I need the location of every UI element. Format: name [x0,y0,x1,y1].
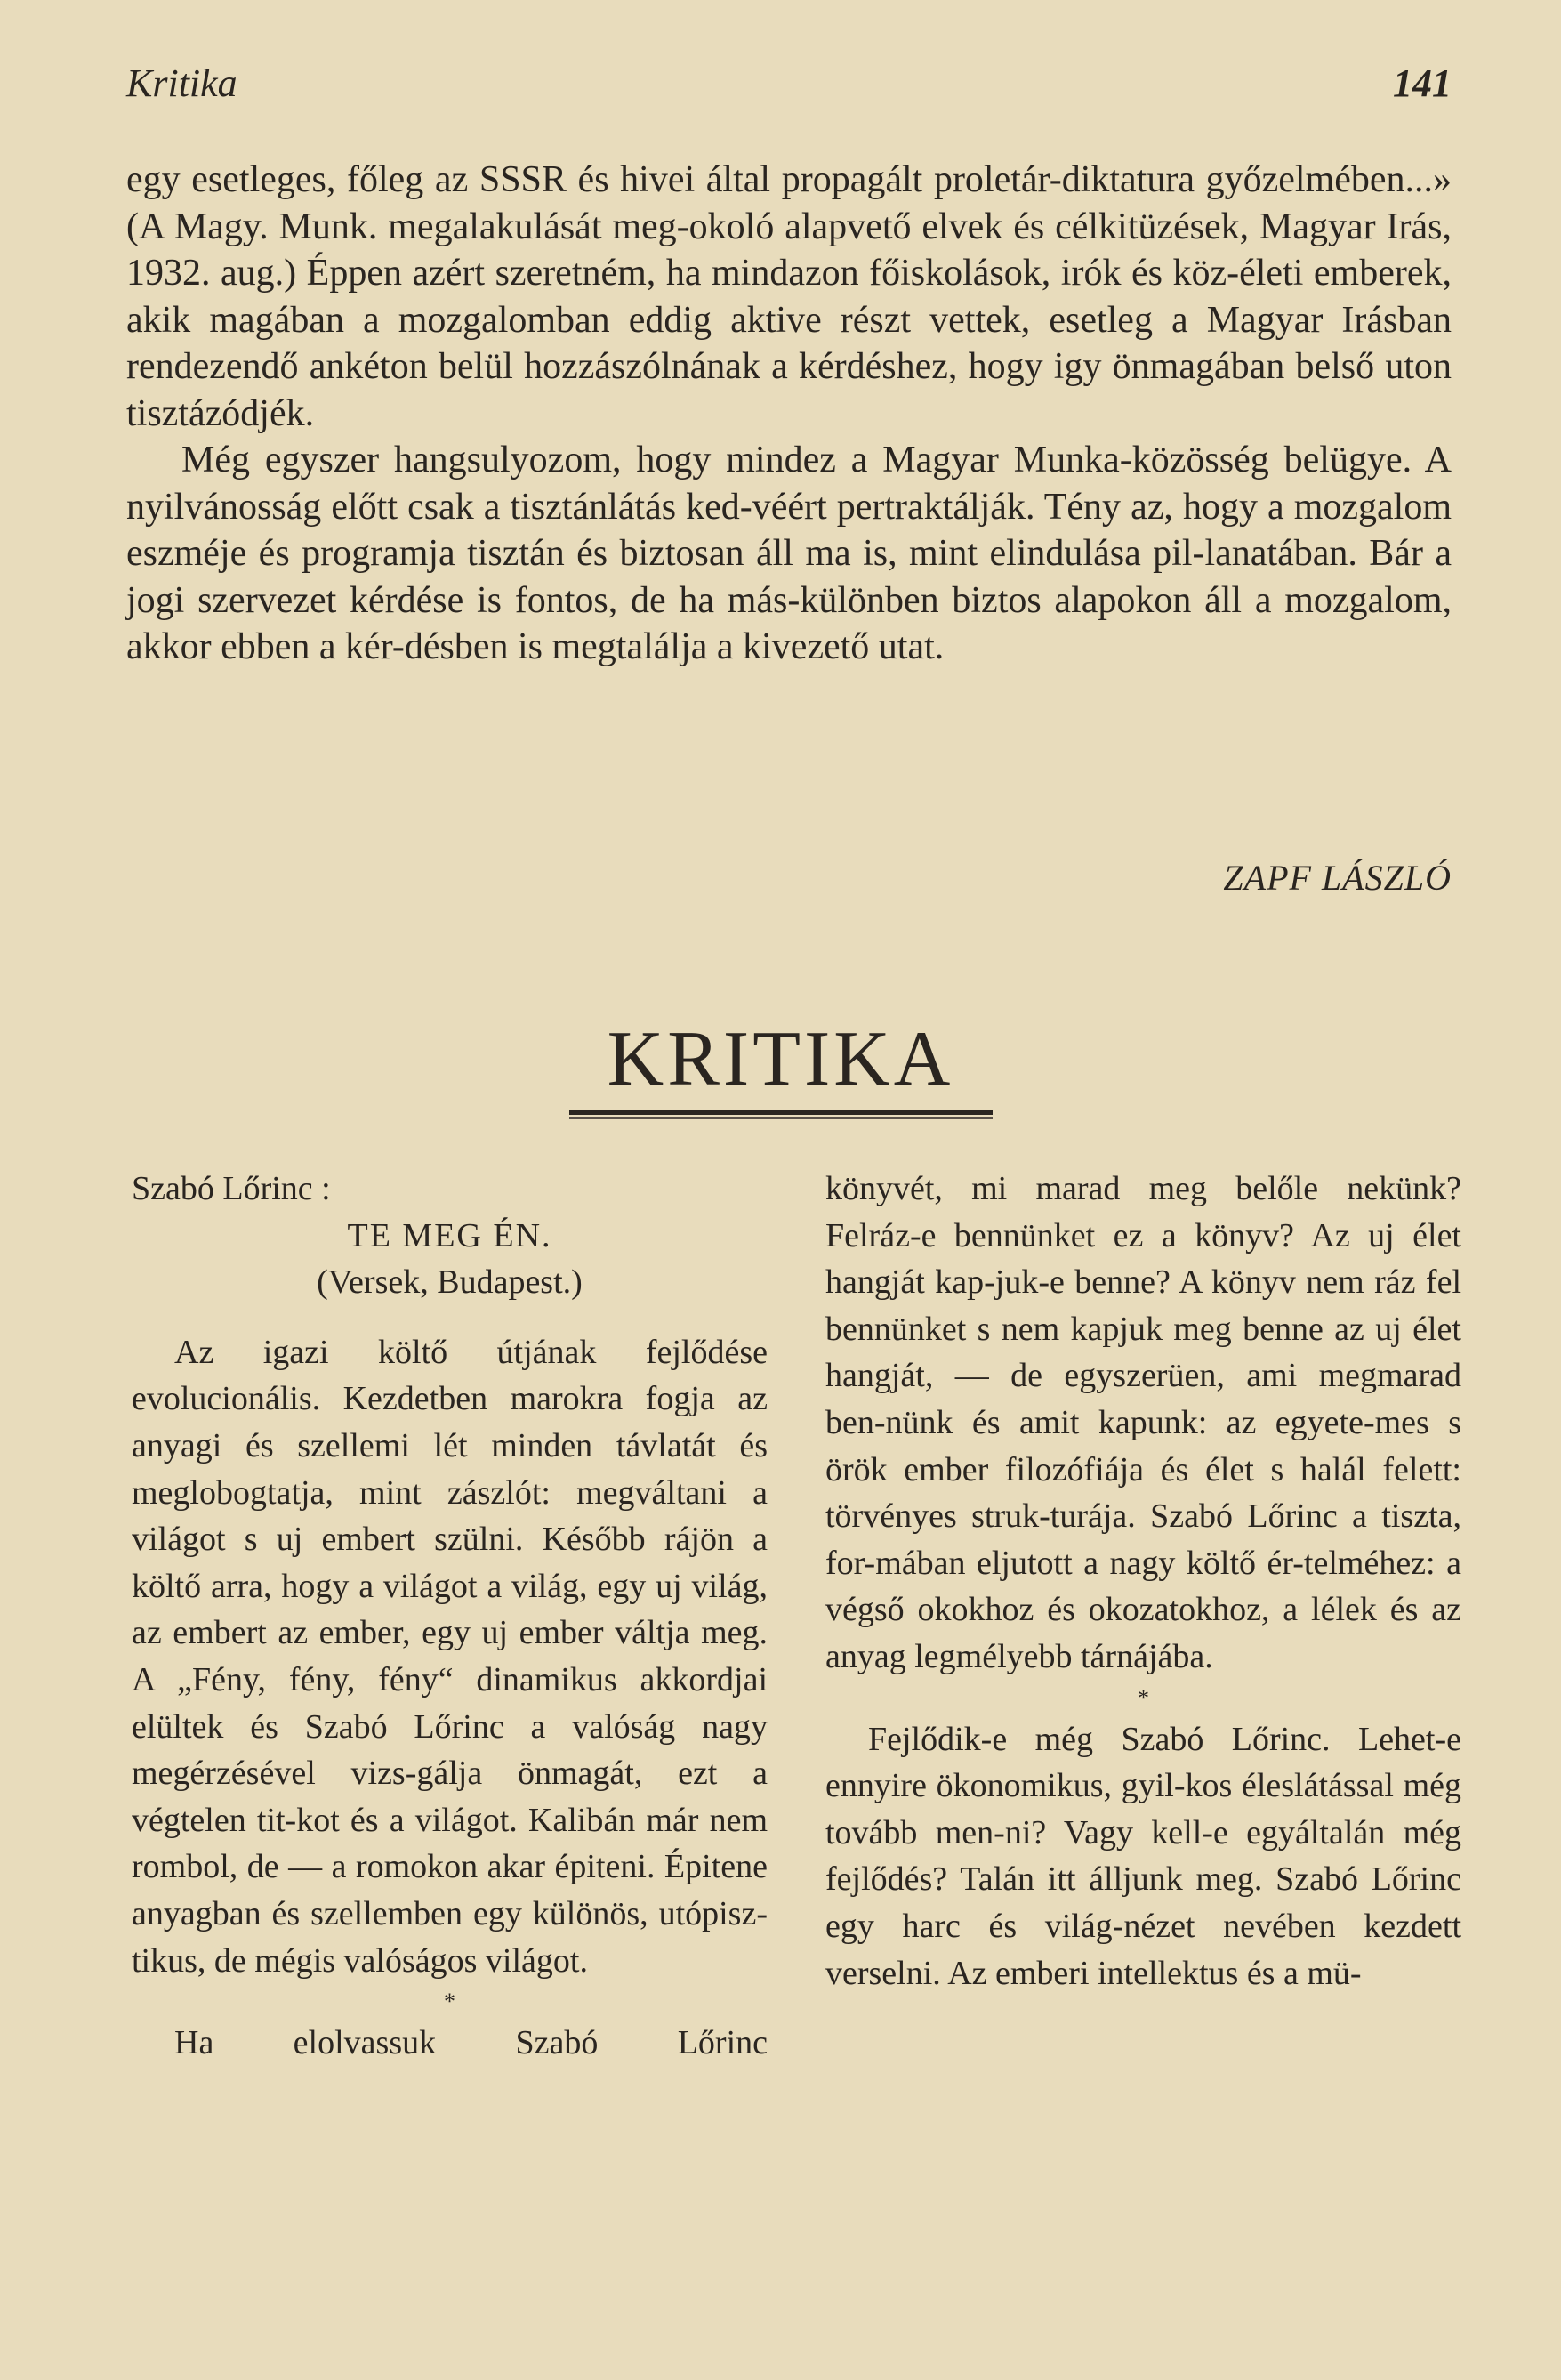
review-book-title: TE MEG ÉN. [347,1216,552,1255]
review-paragraph-1: Az igazi költő útjának fejlődése evolucionális. Kezdetben marokra fogja az anyagi és szellemi lét minden távlatát és meglobogtatja, mint zászlót: megváltani a világot s uj embert szülni. Később rájön a költő arra, hogy a világot a világ, egy uj világ, az embert az ember, egy uj ember váltja meg. A „Fény, fény, fény“ dinamikus akkordjai elültek és Szabó Lőrinc a valóság nagy megérzésével vizs-gálja önmagát, ezt a végtelen tit-kot és a világot. Kalibán már nem rombol, de — a romokon akar épiteni. Épitene anyagban és szellemben egy különös, utópisz-tikus, de mégis valóságos világot. [132,1333,768,1980]
review-author: Szabó Lőrinc : [132,1170,331,1207]
review-paragraph-2-start: Ha elolvassuk Szabó Lőrinc [174,2024,768,2062]
review-paragraph-2-cont: könyvét, mi marad meg belőle nekünk? Felráz-e bennünket ez a könyv? Az uj élet hangját kap-juk-e benne? A könyv nem ráz fel bennünket s nem kapjuk meg benne az uj élet hangját, — de egyszerüen, ami megmarad ben-nünk és amit kapunk: az egyete-mes s örök ember filozófiája és élet s halál felett: törvényes struk-turája. Szabó Lőrinc a tiszta, for-mában eljutott a nagy költő ér-telméhez: a végső okokhoz és okozatokhoz, a lélek és az anyag legmélyebb tárnájába. [825,1170,1461,1675]
section-title: KRITIKA [607,1016,954,1102]
review-paragraph-3: Fejlődik-e még Szabó Lőrinc. Lehet-e ennyire ökonomikus, gyil-kos éleslátással még tovább men-ni? Vagy kell-e egyáltalán még fejlődés? Talán itt álljunk meg. Szabó Lőrinc egy harc és világ-nézet nevében kezdett verselni. Az emberi intellektus és a mü- [825,1720,1461,1992]
review-book-subtitle: (Versek, Budapest.) [317,1263,583,1302]
article-paragraph-2: Még egyszer hangsulyozom, hogy mindez a Magyar Munka-közösség belügye. A nyilvánosság előtt csak a tisztánlátás ked-véért pertraktálják. Tény az, hogy a mozgalom eszméje és programja tisztán és biztosan áll ma is, mint elindulása pil-lanatában. Bár a jogi szervezet kérdése is fontos, de ha más-különben biztos alapokon áll a mozgalom, akkor ebben a kér-désben is megtalálja a kivezető utat. [126,440,1452,667]
review-column-right [825,1166,1461,1997]
page-number: 141 [1393,61,1452,105]
separator-star-right: * [1138,1684,1149,1711]
review-column-left [132,1166,768,2067]
separator-star-left: * [444,1989,455,2015]
section-title-rule-thin [569,1117,993,1119]
running-head-title: Kritika [126,61,237,105]
article-signature: ZAPF LÁSZLÓ [1223,858,1452,898]
section-title-rule [569,1110,993,1115]
article-continuation [126,157,1452,671]
article-paragraph-1: egy esetleges, főleg az SSSR és hivei által propagált proletár-diktatura győzelmében...» (A Magy. Munk. megalakulását meg-okoló alapvető elvek és célkitüzések, Magyar Irás, 1932. aug.) Éppen azért szeretném, ha mindazon főiskolások, irók és köz-életi emberek, akik magában a mozgalomban eddig aktive részt vettek, esetleg a Magyar Irásban rendezendő ankéton belül hozzászólnának a kérdéshez, hogy igy önmagában belső uton tisztázódjék. [126,159,1452,434]
running-head [126,61,1452,114]
